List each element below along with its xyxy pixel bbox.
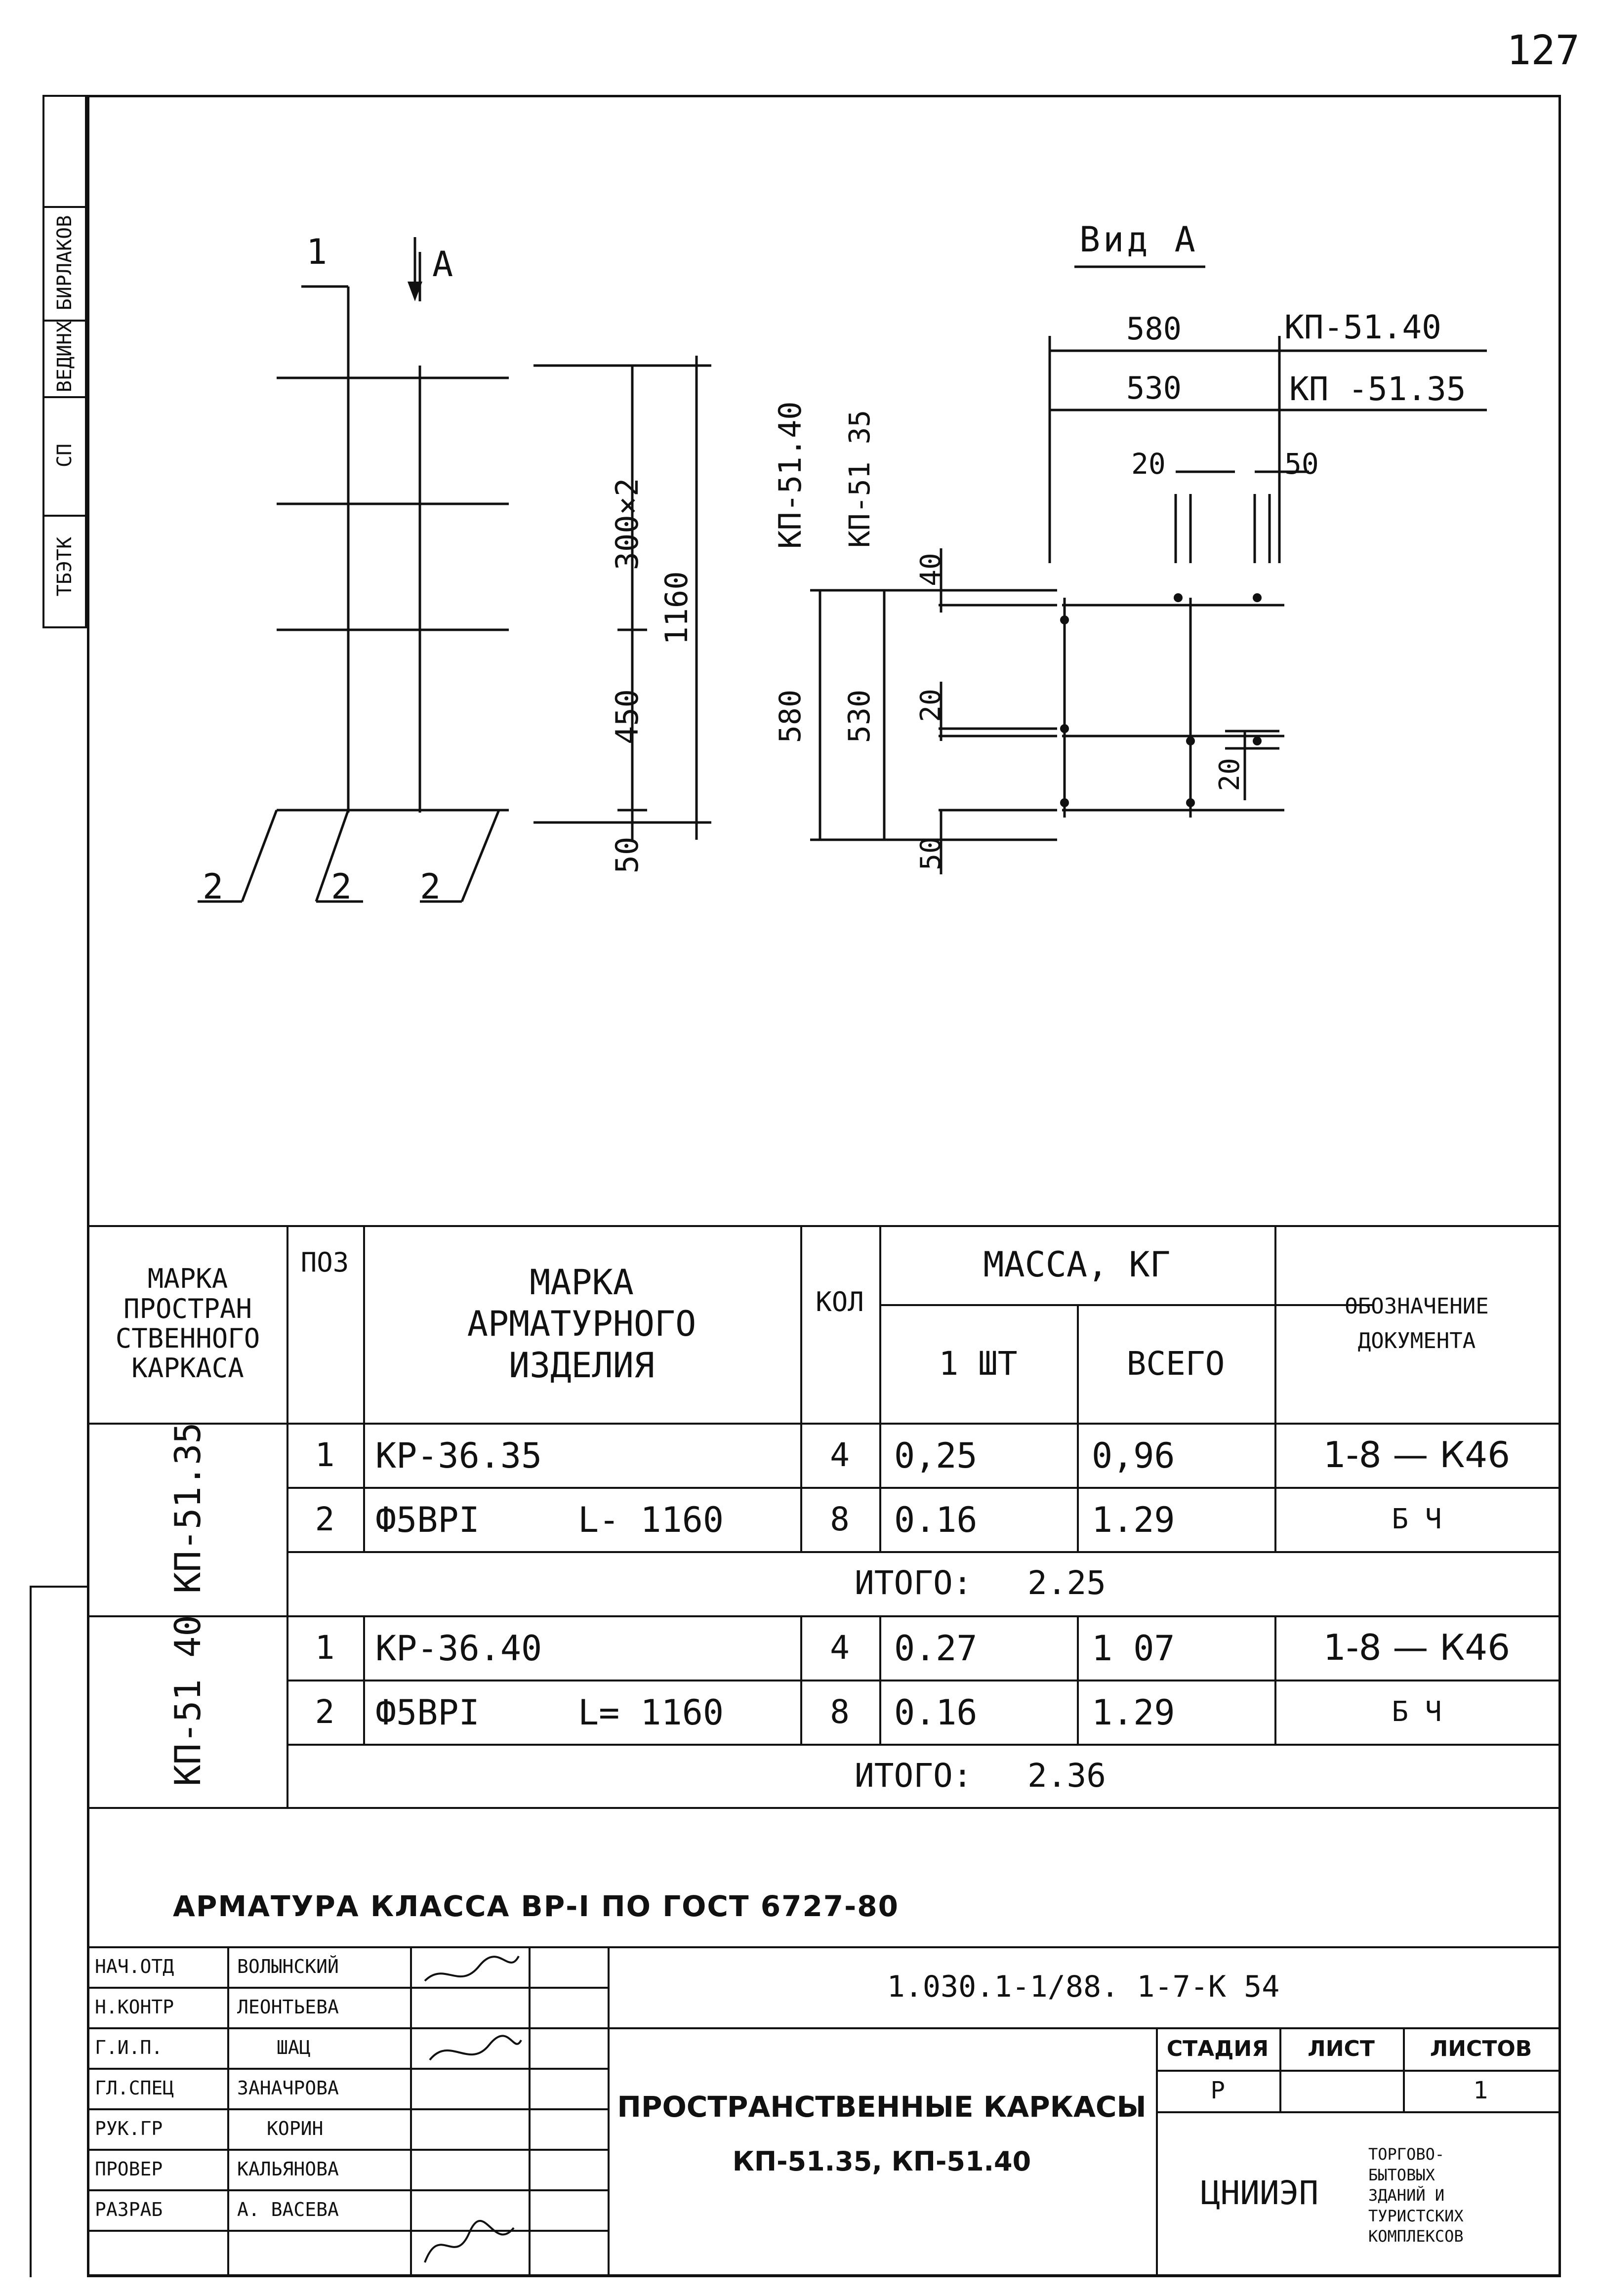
pos-label: 2	[331, 866, 352, 907]
dimension-label: 20	[915, 689, 947, 722]
role-label: Н.КОНТР	[95, 1996, 174, 2018]
sheet-value	[1279, 2070, 1403, 2111]
dimension-label: 40	[915, 553, 947, 586]
table-cell: 0,96	[1092, 1435, 1175, 1476]
table-cell: Б Ч	[1392, 1503, 1442, 1535]
table-cell: 0.16	[894, 1500, 978, 1540]
person-name: ЛЕОНТЬЕВА	[237, 1996, 339, 2018]
header-frame-mark: МАРКА ПРОСТРАН СТВЕННОГО КАРКАСА	[115, 1263, 260, 1384]
table-cell: Б Ч	[1392, 1695, 1442, 1728]
table-cell: 1-8 — К46	[1323, 1627, 1511, 1668]
header-product-mark: МАРКА АРМАТУРНОГО ИЗДЕЛИЯ	[467, 1262, 697, 1386]
sheets-value: 1	[1473, 2077, 1489, 2104]
table-cell: 4	[830, 1435, 850, 1474]
side-stamp-label: ВЕДИНХ	[53, 321, 76, 393]
organization-description: ТОРГОВО- БЫТОВЫХ ЗДАНИЙ И ТУРИСТСКИХ КОМПЛЕКСОВ	[1368, 2145, 1464, 2246]
dimension-label: 50	[609, 836, 645, 874]
border-tick	[30, 1586, 32, 2277]
table-cell: 1 07	[1092, 1628, 1175, 1669]
person-name: ЗАНАЧРОВА	[237, 2077, 339, 2099]
pos-label: 2	[203, 866, 224, 907]
frame-mark-cell: КП-51 40	[167, 1615, 208, 1786]
dimension-label: 530	[1126, 370, 1182, 406]
table-cell: 1	[315, 1628, 335, 1667]
dimension-label: 20	[1214, 758, 1246, 791]
dimension-label: 1160	[658, 571, 695, 645]
drawing-subtitle: КП-51.35, КП-51.40	[732, 2145, 1031, 2177]
table-cell: КР-36.35	[375, 1435, 542, 1476]
view-title: Вид А	[1079, 219, 1198, 260]
person-name: ШАЦ	[277, 2037, 311, 2058]
specification-table	[89, 1225, 1559, 1808]
dimension-label: 20	[1131, 447, 1166, 481]
table-cell: 0,25	[894, 1435, 978, 1476]
total-label: ИТОГО:	[855, 1564, 973, 1602]
table-cell: 0.27	[894, 1628, 978, 1669]
table-cell: Ф5ВРI	[375, 1500, 480, 1540]
sheet-header: ЛИСТ	[1308, 2036, 1375, 2061]
dimension-label: 50	[915, 837, 947, 870]
dimension-label: 530	[842, 689, 877, 743]
side-stamp-label: БИРЛАКОВ	[53, 215, 76, 311]
mark-label: КП -51.35	[1289, 370, 1466, 408]
table-cell: 0.16	[894, 1692, 978, 1733]
total-value: 2.36	[1027, 1757, 1106, 1795]
sheets-header: ЛИСТОВ	[1430, 2036, 1532, 2061]
page-number: 127	[1507, 27, 1580, 74]
mark-label: КП-51.40	[1284, 308, 1441, 346]
stage-value: Р	[1210, 2077, 1225, 2104]
dimension-label: 580	[1126, 311, 1182, 347]
pos-label: 2	[420, 866, 441, 907]
role-label: ПРОВЕР	[95, 2158, 163, 2180]
stage-header: СТАДИЯ	[1166, 2036, 1269, 2061]
dimension-label: 450	[609, 689, 645, 744]
pos-label: 1	[306, 232, 328, 272]
header-mass: МАССА, КГ	[983, 1244, 1171, 1285]
side-stamp-label: ТБЭТК	[53, 536, 76, 597]
table-cell: Ф5ВРI	[375, 1692, 480, 1733]
role-label: ГЛ.СПЕЦ	[95, 2077, 174, 2099]
role-label: НАЧ.ОТД	[95, 1956, 174, 1977]
person-name: А. ВАСЕВА	[237, 2199, 339, 2220]
role-label: РУК.ГР	[95, 2118, 163, 2139]
total-label: ИТОГО:	[855, 1757, 973, 1795]
header-mass-one: 1 ШТ	[939, 1344, 1018, 1383]
table-cell: 8	[830, 1692, 850, 1731]
person-name: ВОЛЫНСКИЙ	[237, 1956, 339, 1977]
mark-label: КП-51.40	[772, 401, 808, 549]
mark-label: КП-51 35	[843, 410, 876, 548]
table-cell: КР-36.40	[375, 1628, 542, 1669]
dimension-label: 300×2	[609, 478, 645, 571]
title-block	[89, 1946, 1559, 2276]
organization: ЦНИИЭП	[1200, 2173, 1319, 2212]
person-name: КАЛЬЯНОВА	[237, 2158, 339, 2180]
side-stamp-label: СП	[53, 443, 76, 468]
dimension-label: 580	[773, 689, 808, 743]
total-value: 2.25	[1027, 1564, 1106, 1602]
frame-mark-cell: КП-51.35	[167, 1422, 208, 1594]
table-cell: 1.29	[1092, 1692, 1175, 1733]
border-tick	[30, 1586, 89, 1588]
document-code: 1.030.1-1/88. 1-7-К 54	[887, 1969, 1280, 2004]
header-mass-total: ВСЕГО	[1126, 1344, 1225, 1383]
signatures	[415, 1946, 529, 2276]
table-cell: 2	[315, 1692, 335, 1731]
table-cell: 2	[315, 1500, 335, 1538]
header-qty: КОЛ	[816, 1286, 864, 1317]
reinforcement-note: АРМАТУРА КЛАССА ВР-I ПО ГОСТ 6727-80	[173, 1889, 899, 1923]
role-label: РАЗРАБ	[95, 2199, 163, 2220]
table-cell: 1-8 — К46	[1323, 1434, 1511, 1476]
table-cell: 1	[315, 1435, 335, 1474]
table-cell: L- 1160	[578, 1500, 724, 1540]
drawing-title: ПРОСТРАНСТВЕННЫЕ КАРКАСЫ	[617, 2090, 1147, 2124]
table-cell: 4	[830, 1628, 850, 1667]
table-cell: L= 1160	[578, 1692, 724, 1733]
table-cell: 8	[830, 1500, 850, 1538]
header-document: ОБОЗНАЧЕНИЕ ДОКУМЕНТА	[1345, 1293, 1489, 1353]
person-name: КОРИН	[267, 2118, 324, 2139]
table-cell: 1.29	[1092, 1500, 1175, 1540]
header-pos: ПОЗ	[300, 1246, 349, 1278]
view-arrow-label: А	[432, 244, 453, 285]
role-label: Г.И.П.	[95, 2037, 163, 2058]
dimension-label: 50	[1284, 447, 1319, 481]
